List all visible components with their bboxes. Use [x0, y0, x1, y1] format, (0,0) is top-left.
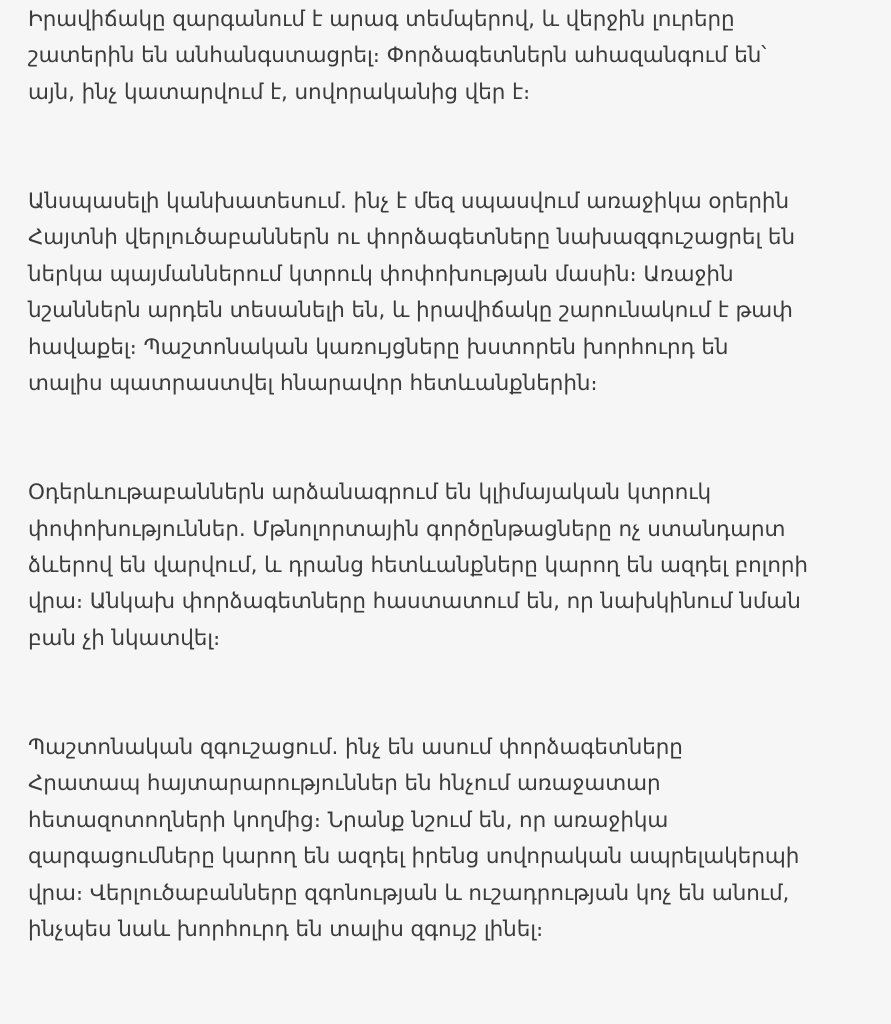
text-line: Իրավիճակը զարգանում է արագ տեմպերով, և վերջին լուրերը: [28, 7, 735, 32]
text-line: վրա։ Վերլուծաբանները զգոնության և ուշադրության կոչ են անում,: [28, 880, 790, 906]
text-line: վրա։ Անկախ փորձագետները հաստատում են, որ նախկինում նման: [28, 589, 801, 615]
paragraph-climate: [28, 475, 878, 657]
text-line: Հայտնի վերլուծաբաններն ու փորձագետները նախազգուշացրել են: [28, 225, 795, 251]
text-line: այն, ինչ կատարվում է, սովորականից վեր է։: [28, 79, 531, 105]
text-line: Օդերևութաբաններն արձանագրում են կլիմայական կտրուկ: [28, 480, 711, 506]
text-line: տալիս պատրաստվել հնարավոր հետևանքներին։: [28, 371, 598, 397]
text-line: Անսպասելի կանխատեսում. ինչ է մեզ սպասվում առաջիկա օրերին: [28, 189, 789, 215]
text-line: Հրատապ հայտարարություններ են հնչում առաջատար: [28, 771, 661, 797]
paragraph-intro: [28, 2, 878, 111]
text-line: ինչպես նաև խորհուրդ են տալիս զգույշ լինել։: [28, 917, 544, 943]
text-line: փոփոխություններ. Մթնոլորտային գործընթացները ոչ ստանդարտ: [28, 516, 786, 542]
text-line: հետազոտողների կողմից։ Նրանք նշում են, որ առաջիկա: [28, 807, 669, 833]
text-line: ձևերով են վարվում, և դրանց հետևանքները կարող են ազդել բոլորի: [28, 553, 808, 579]
text-line: Պաշտոնական զգուշացում. ինչ են ասում փորձագետները: [28, 735, 683, 761]
text-line: բան չի նկատվել։: [28, 625, 221, 651]
text-line: ներկա պայմաններում կտրուկ փոփոխության մասին։ Առաջին: [28, 261, 734, 287]
text-line: շատերին են անհանգստացրել։ Փորձագետներն ահազանգում են՝: [28, 43, 767, 69]
article-body: [28, 2, 878, 1021]
paragraph-warning: [28, 730, 878, 948]
text-line: զարգացումները կարող են ազդել իրենց սովորական ապրելակերպի: [28, 844, 800, 870]
paragraph-forecast: [28, 184, 878, 402]
text-line: նշաններն արդեն տեսանելի են, և իրավիճակը շարունակում է թափ: [28, 298, 793, 324]
text-line: հավաքել։ Պաշտոնական կառույցները խստորեն խորհուրդ են: [28, 334, 729, 360]
